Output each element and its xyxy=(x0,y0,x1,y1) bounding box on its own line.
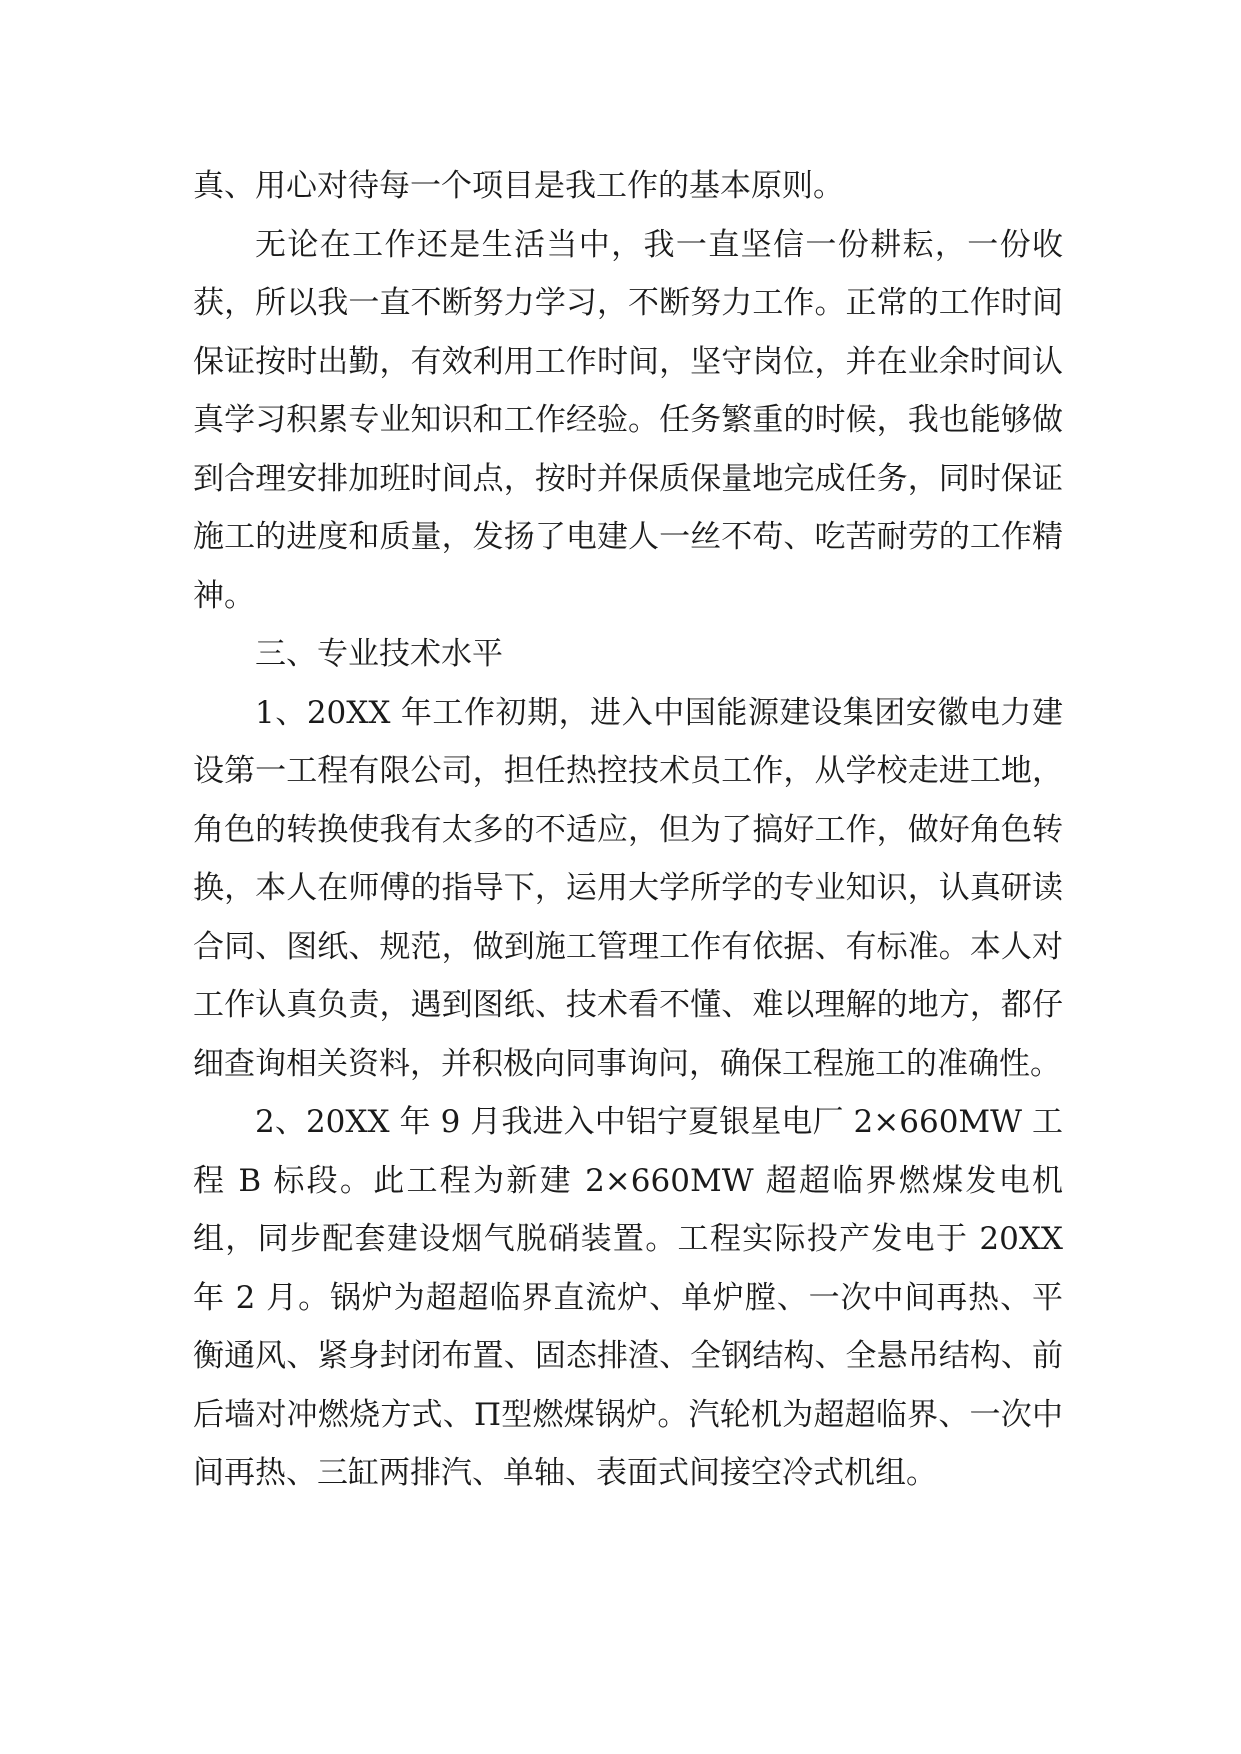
paragraph-continuation: 真、用心对待每一个项目是我工作的基本原则。 xyxy=(193,168,844,204)
paragraph-item-1: 1、20XX 年工作初期，进入中国能源建设集团安徽电力建设第一工程有限公司，担任热控技术员工作，从学校走进工地，角色的转换使我有太多的不适应，但为了搞好工作，做好角色转换，本人在师傅的指导下，运用大学所学的专业知识，认真研读合同、图纸、规范，做到施工管理工作有依据、有标准。本人对工作认真负责，遇到图纸、技术看不懂、难以理解的地方，都仔细查询相关资料，并积极向同事询问，确保工程施工的准确性。 xyxy=(193,694,1063,1082)
paragraph-work-attitude: 无论在工作还是生活当中，我一直坚信一份耕耘，一份收获，所以我一直不断努力学习，不断努力工作。正常的工作时间保证按时出勤，有效利用工作时间，坚守岗位，并在业余时间认真学习积累专业知识和工作经验。任务繁重的时候，我也能够做到合理安排加班时间点，按时并保质保量地完成任务，同时保证施工的进度和质量，发扬了电建人一丝不苟、吃苦耐劳的工作精神。 xyxy=(193,226,1063,614)
paragraph-item-2: 2、20XX 年 9 月我进入中铝宁夏银星电厂 2×660MW 工程 B 标段。此工程为新建 2×660MW 超超临界燃煤发电机组，同步配套建设烟气脱硝装置。工程实际投产发电于 20XX 年 2 月。锅炉为超超临界直流炉、单炉膛、一次中间再热、平衡通风、紧身封闭布置、固态排渣、全钢结构、全悬吊结构、前后墙对冲燃烧方式、Π型燃煤锅炉。汽轮机为超超临界、一次中间再热、三缸两排汽、单轴、表面式间接空冷式机组。 xyxy=(193,1104,1064,1491)
document-body xyxy=(193,157,1063,1503)
section-heading-professional-skill: 三、专业技术水平 xyxy=(255,636,503,672)
